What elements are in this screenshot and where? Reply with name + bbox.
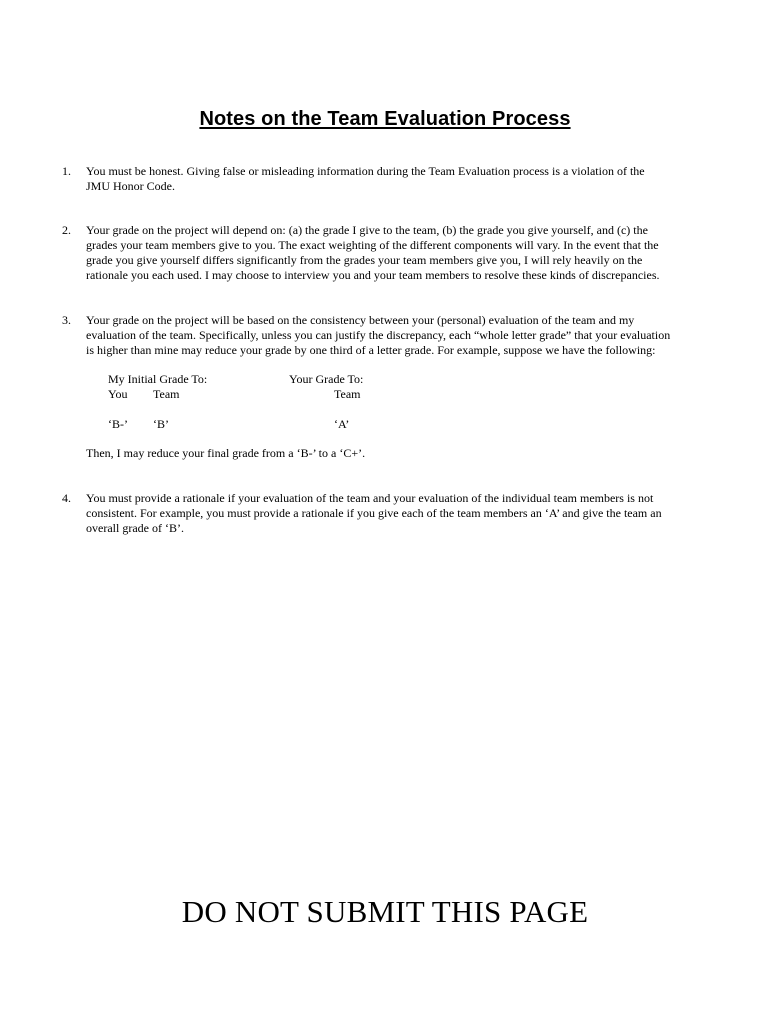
- column-team: Team: [153, 387, 180, 401]
- value-team: ‘B’: [153, 417, 169, 431]
- list-item-text: You must provide a rationale if your evaluation of the team and your evaluation of the individual team members is not consistent. For example, you must provide a rationale if you give each of the team members an ‘A’ and give the team an overall grade of ‘B’.: [86, 491, 662, 535]
- example-conclusion: Then, I may reduce your final grade from a ‘B-’ to a ‘C+’.: [86, 446, 366, 460]
- list-item-2: [62, 223, 722, 283]
- list-item-3: [62, 313, 722, 358]
- value-your-team: ‘A’: [334, 417, 350, 431]
- column-your-team: Team: [334, 387, 361, 401]
- do-not-submit-notice: DO NOT SUBMIT THIS PAGE: [181, 894, 589, 929]
- list-item-number: 2.: [62, 223, 71, 237]
- list-item-1: [62, 164, 722, 194]
- value-you: ‘B-’: [108, 417, 128, 431]
- list-item-text: You must be honest. Giving false or misleading information during the Team Evaluation process is a violation of the JMU Honor Code.: [86, 164, 645, 193]
- grade-example-table: [108, 372, 508, 432]
- list-item-number: 4.: [62, 491, 71, 505]
- your-grade-header: Your Grade To:: [289, 372, 364, 386]
- initial-grade-header: My Initial Grade To:: [108, 372, 208, 386]
- list-item-text: Your grade on the project will be based on the consistency between your (personal) evaluation of the team and my evaluation of the team. Specifically, unless you can justify the discrepancy, each “whole letter grade” that your evaluation is higher than mine may reduce your grade by one third of a letter grade. For example, suppose we have the following:: [86, 313, 671, 357]
- page-title: Notes on the Team Evaluation Process: [199, 108, 571, 130]
- list-item-4: [62, 491, 722, 536]
- list-item-text: Your grade on the project will depend on: (a) the grade I give to the team, (b) the grade you give yourself, and (c) the grades your team members give to you. The exact weighting of the different components will vary. In the event that the grade you give yourself differs significantly from the grades your team members give you, I will rely heavily on the rationale you each used. I may choose to interview you and your team members to resolve these kinds of discrepancies.: [86, 223, 660, 282]
- column-you: You: [108, 387, 128, 401]
- list-item-number: 3.: [62, 313, 71, 327]
- list-item-number: 1.: [62, 164, 71, 178]
